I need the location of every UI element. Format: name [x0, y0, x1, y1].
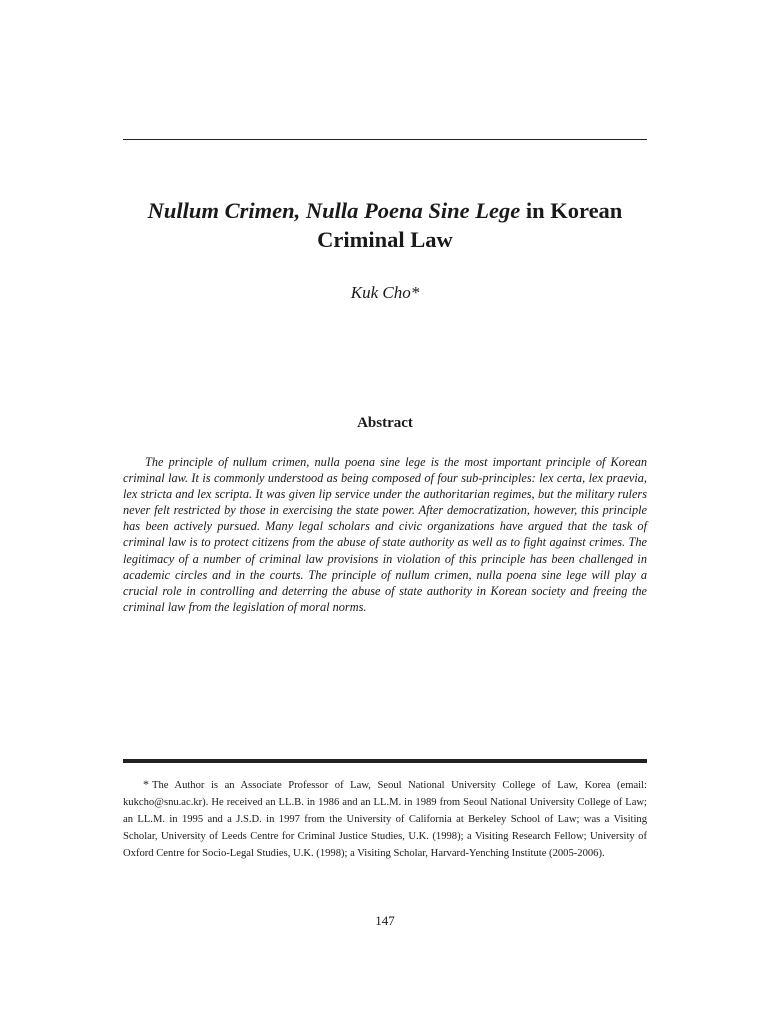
- abstract-heading: Abstract: [357, 415, 413, 431]
- paper-title-italic: Nullum Crimen, Nulla Poena Sine Lege: [147, 198, 521, 223]
- paper-title-rest: in Korean: [520, 198, 623, 223]
- paper-title-line2: Criminal Law: [317, 227, 453, 252]
- footnote-rule: [123, 759, 647, 763]
- author-name: Kuk Cho*: [350, 283, 420, 302]
- footnote-text: The Author is an Associate Professor of Law, Seoul National University College of Law, Korea (email: kukcho@snu.ac.kr). He received an LL.B. in 1986 and an LL.M. in 1989 from Seoul National University College of Law; an LL.M. in 1995 and a J.S.D. in 1997 from the University of California at Berkeley School of Law; was a Visiting Scholar, University of Leeds Centre for Criminal Justice Studies, U.K. (1998); a Visiting Research Fellow; University of Oxford Centre for Socio-Legal Studies, U.K. (1998); a Visiting Scholar, Harvard-Yenching Institute (2005-2006).: [123, 780, 647, 859]
- footnote-mark: *: [143, 777, 149, 791]
- author-footnote: [123, 776, 647, 862]
- abstract-body: The principle of nullum crimen, nulla poena sine lege is the most important principle of Korean criminal law. It is commonly understood as being composed of four sub-principles: lex certa, lex praevia, lex stricta and lex scripta. It was given lip service under the authoritarian regimes, but the military rulers never felt restricted by those in exercising the state power. After democratization, however, this principle has been actively pursued. Many legal scholars and civic organizations have argued that the task of criminal law is to protect citizens from the abuse of state authority as well as to fight against crimes. The legitimacy of a number of criminal law provisions in violation of this principle has been challenged in academic circles and in the courts. The principle of nullum crimen, nulla poena sine lege will play a crucial role in controlling and deterring the abuse of state authority in Korean society and freeing the criminal law from the legislation of moral norms.: [123, 455, 647, 614]
- paper-title: [123, 196, 647, 254]
- top-rule: [123, 139, 647, 140]
- page-number: 147: [375, 913, 395, 928]
